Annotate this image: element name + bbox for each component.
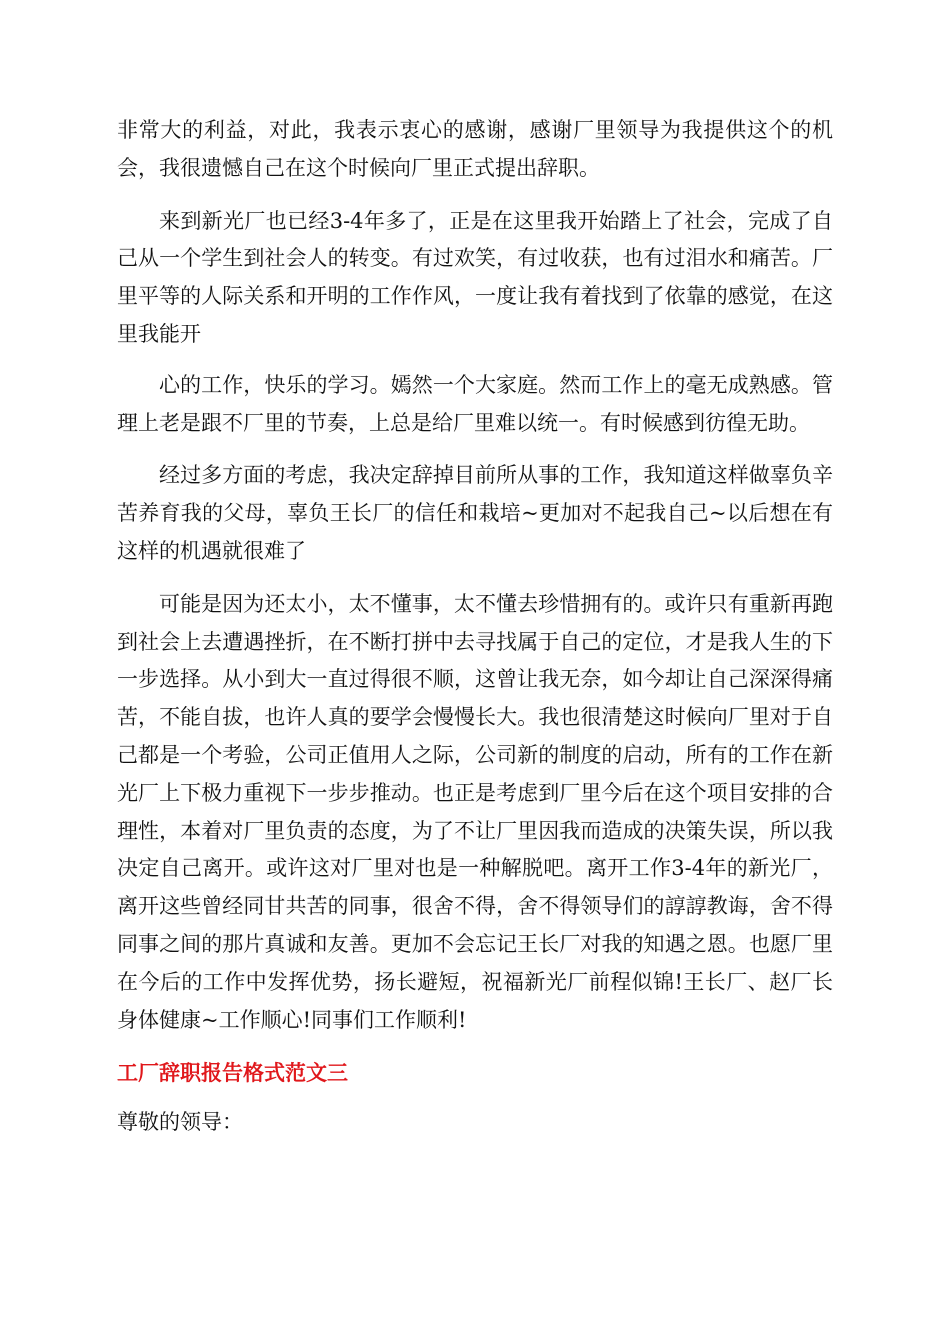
salutation: 尊敬的领导： <box>117 1110 243 1135</box>
paragraph-continuation: 非常大的利益，对此，我表示衷心的感谢，感谢厂里领导为我提供这个的机会，我很遗憾自己在这个时候向厂里正式提出辞职。 <box>117 118 833 180</box>
document-body <box>117 112 833 1142</box>
section-heading: 工厂辞职报告格式范文三 <box>117 1061 348 1086</box>
paragraph-arrival: 来到新光厂也已经3-4年多了，正是在这里我开始踏上了社会，完成了自己从一个学生到社会人的转变。有过欢笑，有过收获，也有过泪水和痛苦。厂里平等的人际关系和开明的工作作风，一度让我有着找到了依靠的感觉，在这里我能开 <box>117 208 833 346</box>
paragraph-work-life: 心的工作，快乐的学习。嫣然一个大家庭。然而工作上的毫无成熟感。管理上老是跟不厂里的节奏，上总是给厂里难以统一。有时候感到彷徨无助。 <box>117 372 833 435</box>
paragraph-decision: 经过多方面的考虑，我决定辞掉目前所从事的工作，我知道这样做辜负辛苦养育我的父母，辜负王长厂的信任和栽培~更加对不起我自己~以后想在有这样的机遇就很难了 <box>117 463 833 563</box>
paragraph-reasons: 可能是因为还太小，太不懂事，太不懂去珍惜拥有的。或许只有重新再跑到社会上去遭遇挫折，在不断打拼中去寻找属于自己的定位，才是我人生的下一步选择。从小到大一直过得很不顺，这曾让我无奈，如今却让自己深深得痛苦，不能自拔，也许人真的要学会慢慢长大。我也很清楚这时候向厂里对于自己都是一个考验，公司正值用人之际，公司新的制度的启动，所有的工作在新光厂上下极力重视下一步步推动。也正是考虑到厂里今后在这个项目安排的合理性，本着对厂里负责的态度，为了不让厂里因我而造成的决策失误，所以我决定自己离开。或许这对厂里对也是一种解脱吧。离开工作3-4年的新光厂，离开这些曾经同甘共苦的同事，很舍不得，舍不得领导们的諄諄教诲，舍不得同事之间的那片真诚和友善。更加不会忘记王长厂对我的知遇之恩。也愿厂里在今后的工作中发挥优势，扬长避短，祝福新光厂前程似锦!王长厂、赵厂长身体健康~工作顺心!同事们工作顺利! <box>117 591 833 1032</box>
